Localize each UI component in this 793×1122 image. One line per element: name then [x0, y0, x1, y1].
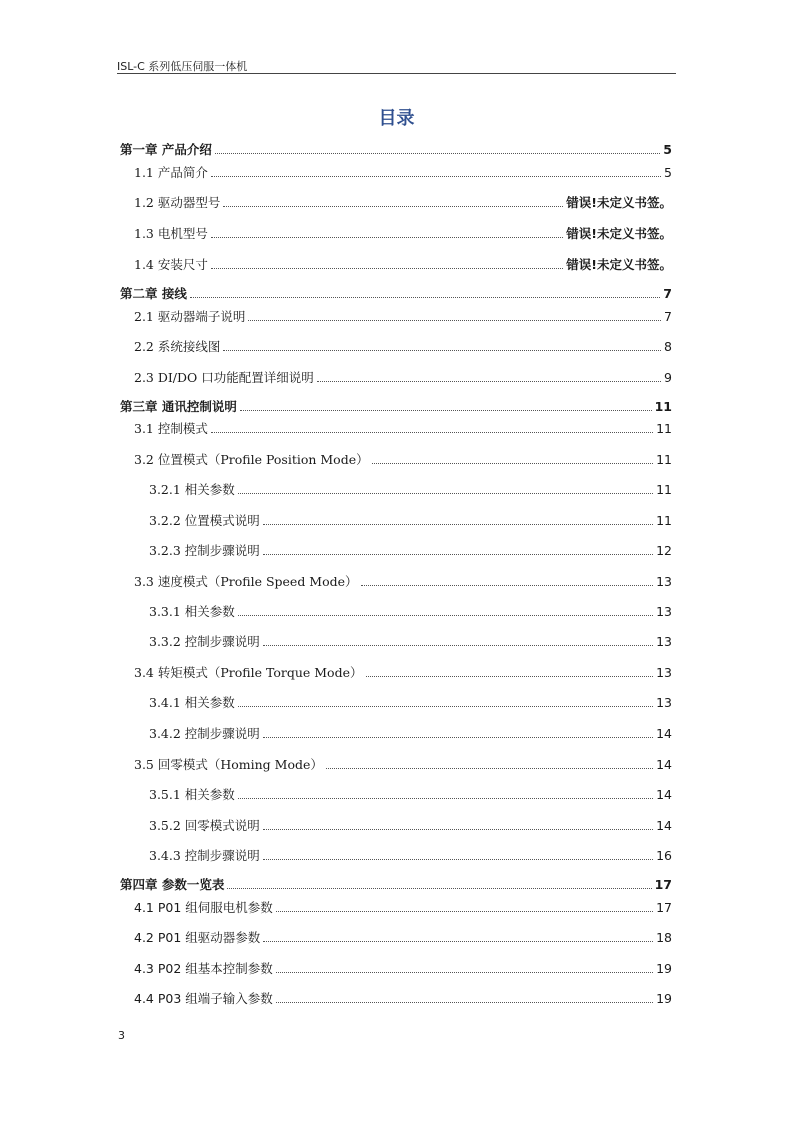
toc-entry-3-2[interactable]	[0, 450, 793, 468]
toc-entry-label: 4.2 P01 组驱动器参数	[134, 930, 261, 945]
toc-entry-label: 3.2.2 位置模式说明	[149, 513, 260, 528]
toc-entry-1-2[interactable]	[0, 193, 793, 211]
toc-entry-page: 13	[656, 604, 672, 619]
toc-entry-page: 5	[663, 142, 672, 157]
toc-entry-label: 4.4 P03 组端子输入参数	[134, 991, 273, 1006]
toc-entry-3-3-1[interactable]	[0, 602, 793, 620]
dot-leader	[223, 350, 661, 351]
dot-leader	[211, 237, 563, 238]
toc-entry-label: 3.3.1 相关参数	[149, 604, 235, 619]
toc-entry-label: 3.3.2 控制步骤说明	[149, 634, 260, 649]
toc-entry-page: 8	[664, 339, 672, 354]
dot-leader	[211, 432, 653, 433]
page-number: 3	[118, 1029, 125, 1042]
toc-entry-label: 2.1 驱动器端子说明	[134, 309, 246, 324]
toc-entry-3-2-3[interactable]	[0, 541, 793, 559]
toc-entry-label: 第二章 接线	[120, 286, 187, 301]
toc-entry-page: 11	[656, 482, 672, 497]
toc-entry-page: 18	[656, 930, 672, 945]
toc-entry-label: 4.3 P02 组基本控制参数	[134, 961, 273, 976]
toc-entry-page: 14	[656, 818, 672, 833]
dot-leader	[215, 153, 660, 154]
toc-entry-label: 2.2 系统接线图	[134, 339, 221, 354]
dot-leader	[238, 706, 653, 707]
toc-entry-label: 4.1 P01 组伺服电机参数	[134, 900, 273, 915]
toc-entry-page: 16	[656, 848, 672, 863]
dot-leader	[361, 585, 654, 586]
toc-entry-page: 17	[656, 900, 672, 915]
toc-entry-3-4-1[interactable]	[0, 693, 793, 711]
toc-entry-label: 3.1 控制模式	[134, 421, 208, 436]
toc-entry-page: 7	[663, 286, 672, 301]
dot-leader	[238, 615, 653, 616]
toc-entry-page: 19	[656, 961, 672, 976]
toc-entry-page: 错误!未定义书签。	[566, 257, 672, 272]
toc-entry-page: 11	[656, 513, 672, 528]
toc-entry-4-4[interactable]	[0, 989, 793, 1007]
dot-leader	[263, 829, 653, 830]
toc-entry-label: 2.3 DI/DO 口功能配置详细说明	[134, 370, 314, 385]
toc-entry-2-3[interactable]	[0, 368, 793, 386]
toc-entry-label: 1.3 电机型号	[134, 226, 208, 241]
toc-entry-3-4-2[interactable]	[0, 724, 793, 742]
toc-entry-4-3[interactable]	[0, 959, 793, 977]
dot-leader	[227, 888, 651, 889]
dot-leader	[223, 206, 563, 207]
dot-leader	[263, 645, 653, 646]
toc-entry-3-4[interactable]	[0, 663, 793, 681]
toc-entry-page: 13	[656, 665, 672, 680]
toc-entry-page: 17	[654, 877, 672, 892]
toc-entry-3-5-2[interactable]	[0, 816, 793, 834]
toc-entry-chapter-3[interactable]	[0, 397, 793, 415]
dot-leader	[263, 859, 653, 860]
toc-entry-page: 5	[664, 165, 672, 180]
dot-leader	[263, 554, 653, 555]
running-header: ISL-C 系列低压伺服一体机	[117, 60, 248, 73]
dot-leader	[366, 676, 654, 677]
toc-entry-label: 3.5.1 相关参数	[149, 787, 235, 802]
dot-leader	[263, 737, 653, 738]
toc-entry-label: 3.4.1 相关参数	[149, 695, 235, 710]
toc-entry-3-5[interactable]	[0, 755, 793, 773]
toc-entry-label: 3.4.2 控制步骤说明	[149, 726, 260, 741]
toc-entry-3-4-3[interactable]	[0, 846, 793, 864]
header-rule	[117, 73, 676, 74]
toc-entry-label: 3.2.3 控制步骤说明	[149, 543, 260, 558]
dot-leader	[263, 941, 653, 942]
toc-entry-label: 3.5 回零模式（Homing Mode）	[134, 757, 323, 772]
toc-entry-label: 3.4 转矩模式（Profile Torque Mode）	[134, 665, 363, 680]
toc-entry-label: 1.1 产品简介	[134, 165, 208, 180]
toc-entry-4-1[interactable]	[0, 898, 793, 916]
dot-leader	[372, 463, 653, 464]
dot-leader	[326, 768, 653, 769]
toc-entry-page: 错误!未定义书签。	[566, 226, 672, 241]
toc-entry-3-2-2[interactable]	[0, 511, 793, 529]
dot-leader	[317, 381, 661, 382]
toc-entry-page: 11	[656, 452, 672, 467]
dot-leader	[238, 798, 653, 799]
toc-entry-page: 13	[656, 634, 672, 649]
toc-title: 目录	[378, 108, 415, 129]
dot-leader	[248, 320, 661, 321]
toc-entry-page: 13	[656, 695, 672, 710]
toc-entry-page: 19	[656, 991, 672, 1006]
dot-leader	[190, 297, 660, 298]
toc-entry-3-1[interactable]	[0, 419, 793, 437]
toc-entry-label: 3.5.2 回零模式说明	[149, 818, 260, 833]
toc-entry-1-4[interactable]	[0, 255, 793, 273]
dot-leader	[240, 410, 652, 411]
toc-entry-page: 错误!未定义书签。	[566, 195, 672, 210]
dot-leader	[238, 493, 653, 494]
toc-entry-page: 14	[656, 726, 672, 741]
toc-entry-2-1[interactable]	[0, 307, 793, 325]
toc-entry-page: 14	[656, 757, 672, 772]
toc-entry-1-1[interactable]	[0, 163, 793, 181]
dot-leader	[263, 524, 653, 525]
toc-entry-page: 13	[656, 574, 672, 589]
toc-entry-3-3[interactable]	[0, 572, 793, 590]
toc-entry-label: 第一章 产品介绍	[120, 142, 212, 157]
toc-entry-label: 3.2.1 相关参数	[149, 482, 235, 497]
toc-entry-3-3-2[interactable]	[0, 632, 793, 650]
toc-entry-4-2[interactable]	[0, 928, 793, 946]
toc-entry-label: 3.2 位置模式（Profile Position Mode）	[134, 452, 369, 467]
toc-entry-label: 1.4 安装尺寸	[134, 257, 208, 272]
dot-leader	[276, 972, 653, 973]
dot-leader	[211, 176, 661, 177]
toc-entry-page: 14	[656, 787, 672, 802]
toc-entry-chapter-1[interactable]	[0, 140, 793, 158]
toc-entry-label: 1.2 驱动器型号	[134, 195, 221, 210]
toc-entry-page: 7	[664, 309, 672, 324]
toc-entry-3-2-1[interactable]	[0, 480, 793, 498]
dot-leader	[276, 1002, 653, 1003]
toc-entry-page: 11	[654, 399, 672, 414]
toc-entry-label: 3.3 速度模式（Profile Speed Mode）	[134, 574, 358, 589]
toc-entry-page: 9	[664, 370, 672, 385]
toc-entry-1-3[interactable]	[0, 224, 793, 242]
toc-entry-label: 第四章 参数一览表	[120, 877, 225, 892]
toc-entry-2-2[interactable]	[0, 337, 793, 355]
toc-entry-page: 12	[656, 543, 672, 558]
dot-leader	[276, 911, 653, 912]
toc-entry-page: 11	[656, 421, 672, 436]
dot-leader	[211, 268, 563, 269]
toc-entry-3-5-1[interactable]	[0, 785, 793, 803]
toc-entry-label: 3.4.3 控制步骤说明	[149, 848, 260, 863]
toc-entry-chapter-2[interactable]	[0, 284, 793, 302]
toc-entry-chapter-4[interactable]	[0, 875, 793, 893]
toc-entry-label: 第三章 通讯控制说明	[120, 399, 237, 414]
